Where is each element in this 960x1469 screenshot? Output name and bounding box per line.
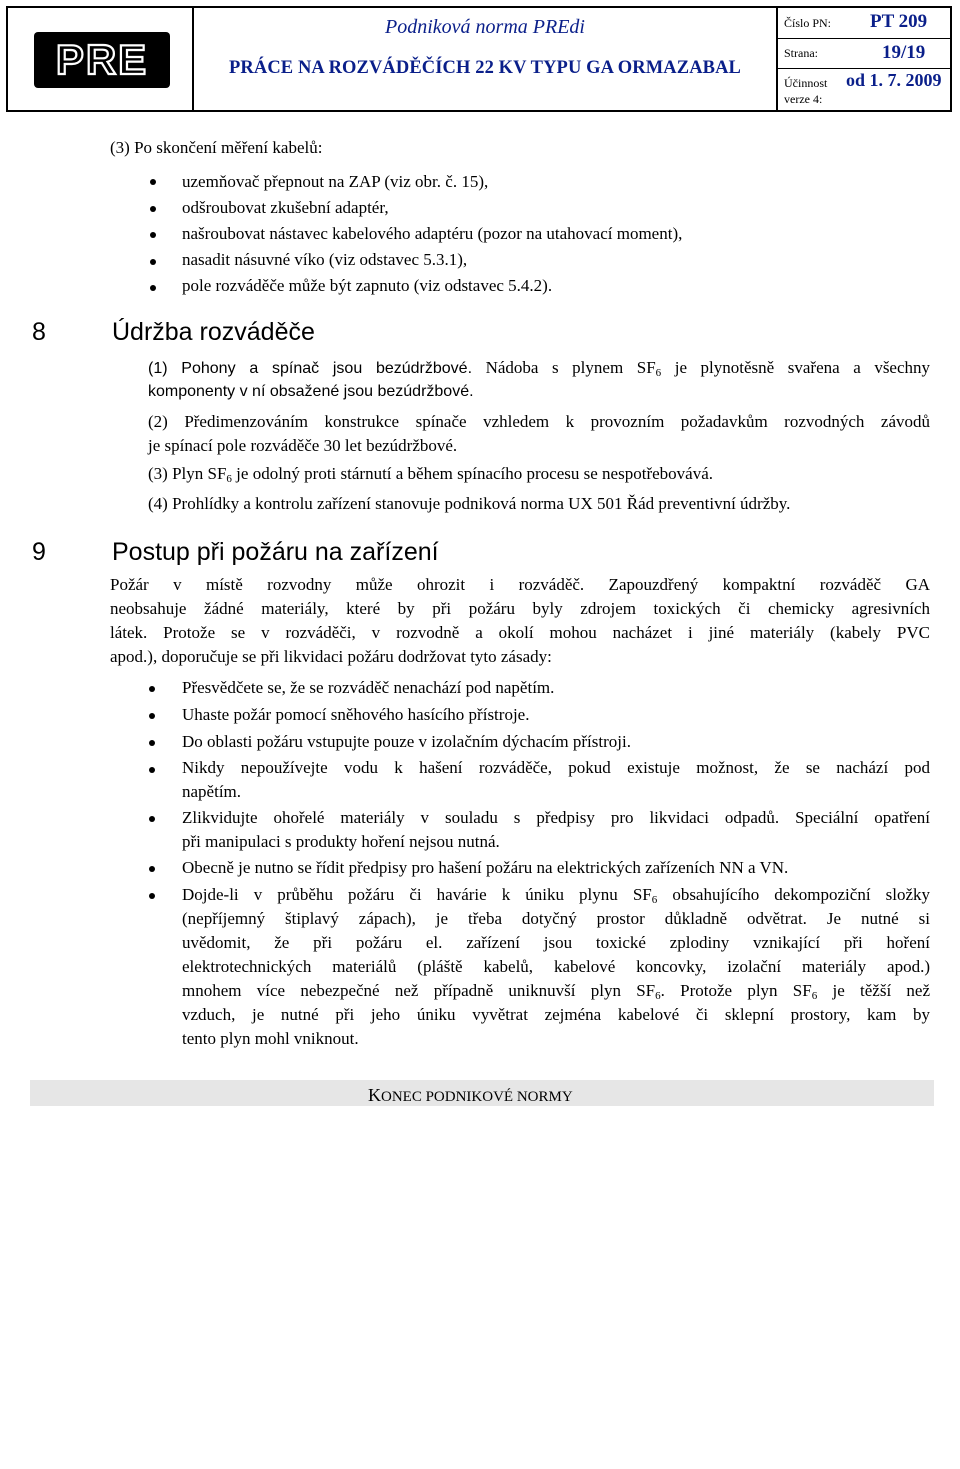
bullet-dot [150, 206, 156, 212]
fire-para-line: Požár v místě rozvodny může ohrozit i rozváděč. Zapouzdřený kompaktní rozváděč GA [110, 575, 930, 594]
document-header [6, 6, 952, 112]
logo-cell [8, 8, 194, 110]
norm-number-value: PT 209 [870, 11, 928, 32]
list-item-cont: (nepříjemný štiplavý zápach), je třeba dotyčný prostor důkladně odvětrat. Je nutné si [182, 909, 930, 928]
validity-row [778, 68, 950, 110]
validity-value: od 1. 7. 2009 [846, 70, 942, 90]
page-row [778, 38, 950, 69]
list-item-cont: při manipulaci s produkty hoření nejsou nutná. [182, 832, 500, 851]
section-title: Údržba rozváděče [112, 318, 315, 346]
version-label: verze 4: [784, 92, 823, 106]
list-item-cont: elektrotechnických materiálů (pláště kabelů, kabelové koncovky, izolační materiály apod.) [182, 957, 930, 976]
section-number: 8 [32, 318, 46, 346]
list-item-cont: mnohem více nebezpečné než případně uniknuvší plyn $SF_6$. Protože plyn $SF_6$ je těžší než [182, 981, 931, 1002]
bullet-dot [150, 285, 156, 291]
section-number: 9 [32, 538, 46, 566]
list-item: odšroubovat zkušební adaptér, [182, 198, 389, 217]
validity-label: Účinnost [784, 76, 828, 90]
pre-logo-icon [42, 38, 162, 82]
list-item: pole rozváděče může být zapnuto (viz odstavec 5.4.2). [182, 276, 553, 295]
maintenance-p1: (1) Pohony a spínač jsou bezúdržbové. Nádoba s plynem $SF_6$ je plynotěsně svařena a všechny [148, 358, 931, 379]
maintenance-p2-line2: je spínací pole rozváděče 30 let bezúdržbové. [148, 436, 458, 455]
page-value: 19/19 [882, 42, 926, 63]
document-title: PRÁCE NA ROZVÁDĚČÍCH 22 KV TYPU GA ORMAZABAL [229, 58, 741, 78]
svg-text:PRE: PRE [55, 38, 149, 82]
page-label: Strana: [784, 46, 818, 60]
list-item: nasadit násuvné víko (viz odstavec 5.3.1), [182, 250, 468, 269]
section-title: Postup při požáru na zařízení [112, 538, 439, 566]
bullet-dot [149, 893, 155, 899]
header-meta-cell [778, 8, 950, 110]
bullet-dot [149, 866, 155, 872]
maintenance-p2: (2) Předimenzováním konstrukce spínače vzhledem k provozním požadavkům rozvodných závodů [148, 412, 930, 431]
list-item: Dojde-li v průběhu požáru či havárie k úniku plynu $SF_6$ obsahujícího dekompoziční složky [182, 885, 930, 906]
end-of-norm-text: KONEC PODNIKOVÉ NORMY [368, 1085, 573, 1105]
fire-para-line: neobsahuje žádné materiály, které by při požáru byly zdrojem toxických či chemicky agresivních [110, 599, 930, 618]
list-item: Obecně je nutno se řídit předpisy pro hašení požáru na elektrických zařízeních NN a VN. [182, 858, 789, 877]
norm-number-row [778, 8, 950, 39]
pre-logo [34, 32, 170, 88]
header-title-cell [194, 8, 778, 110]
list-item: Nikdy nepoužívejte vodu k hašení rozváděče, pokud existuje možnost, že se nachází pod [182, 758, 930, 777]
bullet-dot [150, 259, 156, 265]
list-item-cont: vzduch, je nutné při jeho úniku vyvětrat zejména kabelové či sklepní prostory, kam by [182, 1005, 930, 1024]
list-item: našroubovat nástavec kabelového adaptéru (pozor na utahovací moment), [182, 224, 683, 243]
bullet-dot [149, 740, 155, 746]
bullet-dot [149, 686, 155, 692]
list-item: Do oblasti požáru vstupujte pouze v izolačním dýchacím přístroji. [182, 732, 631, 751]
list-item: Přesvědčete se, že se rozváděč nenachází pod napětím. [182, 678, 555, 697]
maintenance-p1-line2: komponenty v ní obsažené jsou bezúdržbové. [148, 383, 474, 400]
list-item: Zlikvidujte ohořelé materiály v souladu s předpisy pro likvidaci odpadů. Speciální opatření [182, 808, 930, 827]
list-item-cont: uvědomit, že při požáru el. zařízení jsou toxické zplodiny vznikající při hoření [182, 933, 930, 952]
list-item-cont: tento plyn mohl vniknout. [182, 1029, 359, 1048]
list-item: uzemňovač přepnout na ZAP (viz obr. č. 15), [182, 172, 489, 191]
bullet-dot [150, 179, 156, 185]
norm-number-label: Číslo PN: [784, 16, 832, 30]
bullet-dot [149, 767, 155, 773]
list-item: Uhaste požár pomocí sněhového hasícího přístroje. [182, 705, 530, 724]
list-item-cont: napětím. [182, 782, 242, 801]
fire-para-line: apod.), doporučuje se při likvidaci požáru dodržovat tyto zásady: [110, 647, 552, 666]
bullet-dot [149, 713, 155, 719]
fire-para-line: látek. Protože se v rozváděči, v rozvodně a okolí mohou nacházet i jiné materiály (kabely PVC [110, 623, 930, 642]
maintenance-p3: (3) Plyn $SF_6$ je odolný proti stárnutí a během spínacího procesu se nespotřebovává. [148, 464, 713, 485]
maintenance-p4: (4) Prohlídky a kontrolu zařízení stanovuje podniková norma UX 501 Řád preventivní údržby. [148, 494, 791, 513]
bullet-dot [149, 816, 155, 822]
company-norm: Podniková norma PREdi [385, 16, 585, 38]
cable-intro: (3) Po skončení měření kabelů: [110, 138, 323, 157]
bullet-dot [150, 232, 156, 238]
